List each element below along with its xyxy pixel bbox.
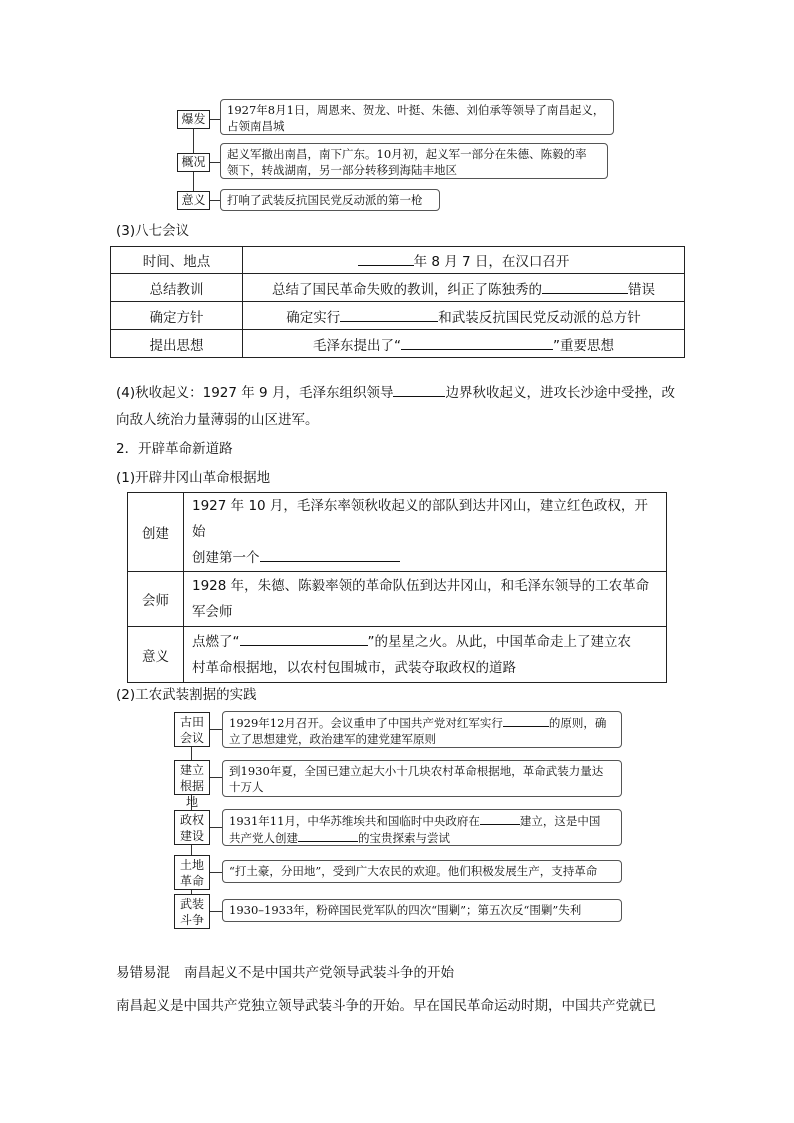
note-tag: 易错易混 — [116, 965, 170, 981]
table-row — [111, 302, 685, 330]
tree-label-land-revolution: 土地 革命 — [174, 855, 210, 890]
fill-blank[interactable] — [542, 279, 628, 294]
fill-blank[interactable] — [503, 714, 549, 727]
tree-label-base-areas: 建立 根据地 — [174, 760, 210, 795]
tree-label-overview: 概况 — [177, 153, 210, 172]
row-content: 点燃了“ ”的星星之火。从此，中国革命走上了建立农 村革命根据地，以农村包围城市，武装夺取政权的道路 — [184, 627, 667, 683]
content-line: 打响了武装反抗国民党反动派的第一枪 — [227, 193, 423, 207]
fill-blank[interactable] — [260, 547, 400, 562]
tree-content-outbreak — [220, 99, 614, 135]
connector — [210, 729, 222, 730]
note-body: 南昌起义是中国共产党独立领导武装斗争的开始。早在国民革命运动时期，中国共产党就已 — [116, 998, 656, 1014]
content-line: 起义军撤出南昌，南下广东。10月初，起义军一部分在朱德、陈毅的率 — [227, 147, 587, 161]
jinggangshan-subtitle: (1)开辟井冈山革命根据地 — [116, 470, 271, 486]
row-content: 总结了国民革命失败的教训，纠正了陈独秀的 错误 — [243, 274, 685, 302]
fill-blank[interactable] — [358, 251, 414, 266]
row-content: 确定实行 和武装反抗国民党反动派的总方针 — [243, 302, 685, 330]
table-row — [128, 493, 667, 572]
row-content: 年 8 月 7 日，在汉口召开 — [243, 247, 685, 274]
tree-content-significance — [220, 189, 440, 211]
connector — [210, 777, 222, 778]
row-head: 创建 — [128, 493, 184, 572]
content-line: 1927年8月1日，周恩来、贺龙、叶挺、朱德、刘伯承等领导了南昌起义， — [227, 103, 605, 117]
row-content: 1927 年 10 月，毛泽东率领秋收起义的部队到达井冈山，建立红色政权，开始 创建第一个 — [184, 493, 667, 572]
row-head: 确定方针 — [111, 302, 243, 330]
row-head: 意义 — [128, 627, 184, 683]
row-head: 时间、地点 — [111, 247, 243, 274]
table-row — [111, 247, 685, 274]
tree-content-armed-struggle: 1930–1933年，粉碎国民党军队的四次“围剿”；第五次反“围剿”失利 — [222, 899, 622, 922]
table-row — [128, 627, 667, 683]
connector — [210, 872, 222, 873]
table-row — [128, 572, 667, 627]
fill-blank[interactable] — [393, 382, 445, 397]
fill-blank[interactable] — [401, 335, 553, 350]
tree-content-regime-building: 1931年11月，中华苏维埃共和国临时中央政府在 建立，这是中国 共产党人创建 的宝贵探索与尝试 — [222, 809, 622, 846]
connector — [210, 119, 220, 120]
row-content: 1928 年，朱德、陈毅率领的革命队伍到达井冈山，和毛泽东领导的工农革命 军会师 — [184, 572, 667, 627]
connector — [210, 162, 220, 163]
table-row — [111, 274, 685, 302]
tree-label-outbreak: 爆发 — [177, 110, 210, 129]
tree-content-base-areas: 到1930年夏，全国已建立起大小十几块农村革命根据地，革命武装力量达 十万人 — [222, 760, 622, 797]
part2-title: 2．开辟革命新道路 — [116, 441, 233, 457]
fill-blank[interactable] — [340, 307, 438, 322]
connector — [210, 911, 222, 912]
tree-label-armed-struggle: 武装 斗争 — [174, 894, 210, 929]
note-heading — [116, 961, 454, 981]
tree-label-regime-building: 政权 建设 — [174, 810, 210, 845]
content-line: 占领南昌城 — [227, 119, 285, 133]
bayi-table — [110, 246, 685, 358]
connector — [210, 827, 222, 828]
row-content: 毛泽东提出了“ ”重要思想 — [243, 330, 685, 358]
section-autumn-harvest — [116, 380, 686, 434]
tree-label-significance: 意义 — [177, 191, 210, 210]
row-head: 会师 — [128, 572, 184, 627]
tree-content-land-revolution: “打土豪，分田地”，受到广大农民的欢迎。他们积极发展生产，支持革命 — [222, 860, 622, 883]
connector — [210, 200, 220, 201]
para-line: (4)秋收起义：1927 年 9 月，毛泽东组织领导 边界秋收起义，进攻长沙途中受挫，改 — [116, 380, 686, 407]
fill-blank[interactable] — [298, 829, 358, 842]
table-row — [111, 330, 685, 358]
para-line: 向敌人统治力量薄弱的山区进军。 — [116, 412, 319, 428]
section-title-bayi: (3)八七会议 — [116, 223, 190, 239]
row-head: 总结教训 — [111, 274, 243, 302]
content-line: 领下，转战湖南，另一部分转移到海陆丰地区 — [227, 163, 457, 177]
tree-content-overview — [220, 143, 608, 179]
tree-content-gutian: 1929年12月召开。会议重申了中国共产党对红军实行 的原则，确 立了思想建党，政治建军的建党建军原则 — [222, 711, 622, 748]
fill-blank[interactable] — [480, 812, 520, 825]
armed-separation-subtitle: (2)工农武装割据的实践 — [116, 687, 257, 703]
note-title: 南昌起义不是中国共产党领导武装斗争的开始 — [184, 965, 454, 981]
jinggangshan-table — [127, 492, 667, 683]
row-head: 提出思想 — [111, 330, 243, 358]
fill-blank[interactable] — [240, 631, 368, 646]
tree-label-gutian: 古田 会议 — [174, 712, 210, 747]
